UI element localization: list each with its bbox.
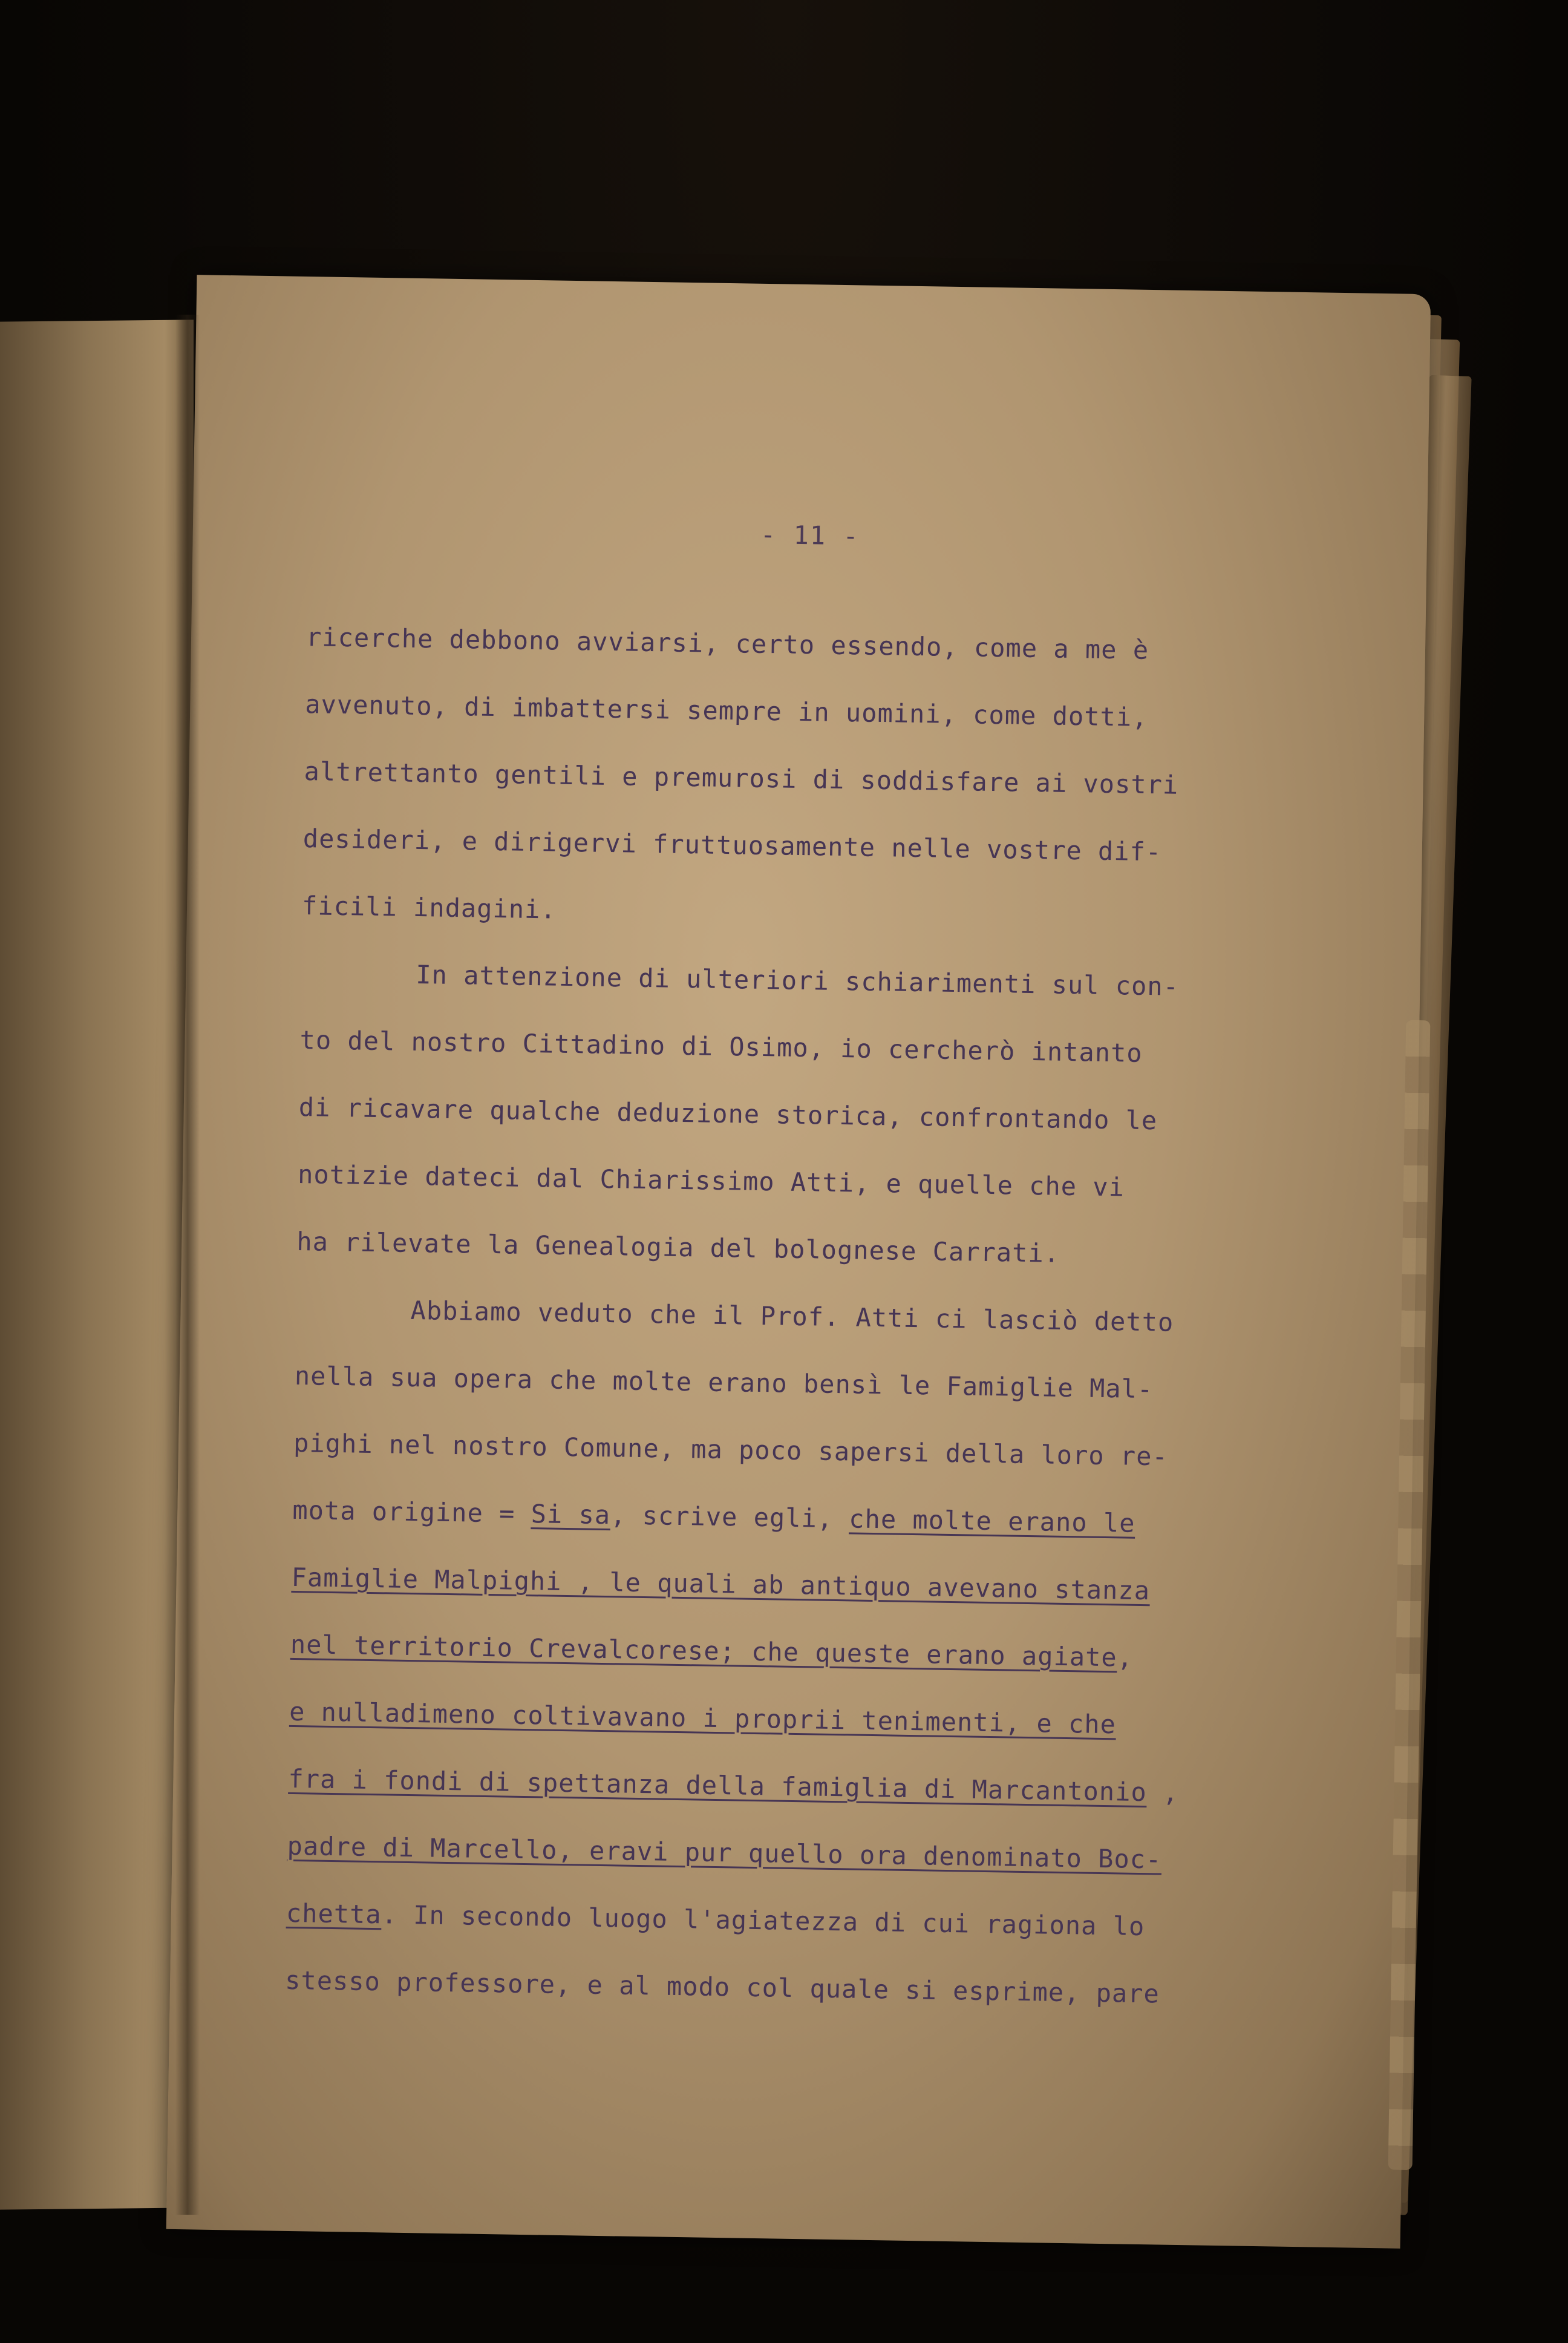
text-segment: desideri, e dirigervi fruttuosamente nelle vostre dif-	[302, 824, 1162, 867]
underlined-text: fra i fondi di spettanza della famiglia di Marcantonio	[288, 1763, 1148, 1807]
left-page	[0, 320, 194, 2209]
text-segment: ricerche debbono avviarsi, certo essendo, come a me è	[305, 622, 1149, 665]
text-segment: ficili indagini.	[301, 891, 557, 925]
text-segment: ha rilevate la Genealogia del bolognese Carrati.	[296, 1226, 1060, 1268]
text-segment: notizie dateci dal Chiarissimo Atti, e quelle che vi	[297, 1159, 1125, 1202]
text-segment: In attenzione di ulteriori schiarimenti sul con-	[415, 960, 1180, 1001]
page-number: - 11 -	[760, 519, 860, 551]
underlined-text: Si sa	[531, 1499, 611, 1530]
underlined-text: e nulladimeno coltivavano i proprii tenimenti, e che	[289, 1696, 1117, 1740]
text-segment: mota origine =	[292, 1495, 532, 1529]
typewritten-text-block	[284, 603, 1298, 2029]
text-segment: . In secondo luogo l'agiatezza di cui ragiona lo	[381, 1899, 1145, 1942]
book-gutter	[175, 315, 200, 2215]
text-segment: Abbiamo veduto che il Prof. Atti ci lasciò detto	[410, 1295, 1174, 1337]
text-segment: di ricavare qualche deduzione storica, confrontando le	[298, 1092, 1158, 1136]
underlined-text: padre di Marcello, eravi pur quello ora denominato Boc-	[287, 1830, 1162, 1875]
text-segment: pighi nel nostro Comune, ma poco sapersi della loro re-	[293, 1427, 1169, 1472]
underlined-text: Famiglie Malpighi , le quali ab antiquo avevano stanza	[291, 1562, 1151, 1606]
text-segment: nella sua opera che molte erano bensì le Famiglie Mal-	[294, 1360, 1154, 1404]
text-segment: stesso professore, e al modo col quale si esprime, pare	[284, 1965, 1160, 2009]
underlined-text: che molte erano le	[848, 1504, 1135, 1538]
text-segment: altrettanto gentili e premurosi di soddisfare ai vostri	[304, 756, 1179, 800]
text-segment: ,	[1117, 1642, 1134, 1673]
document-page	[166, 275, 1431, 2249]
text-segment: , scrive egli,	[610, 1500, 849, 1534]
underlined-text: chetta	[286, 1898, 382, 1930]
text-segment: to del nostro Cittadino di Osimo, io cercherò intanto	[299, 1025, 1143, 1068]
text-segment: avvenuto, di imbattersi sempre in uomini, come dotti,	[304, 689, 1148, 732]
text-segment: ,	[1146, 1777, 1179, 1807]
underlined-text: nel territorio Crevalcorese; che queste erano agiate	[290, 1629, 1118, 1673]
